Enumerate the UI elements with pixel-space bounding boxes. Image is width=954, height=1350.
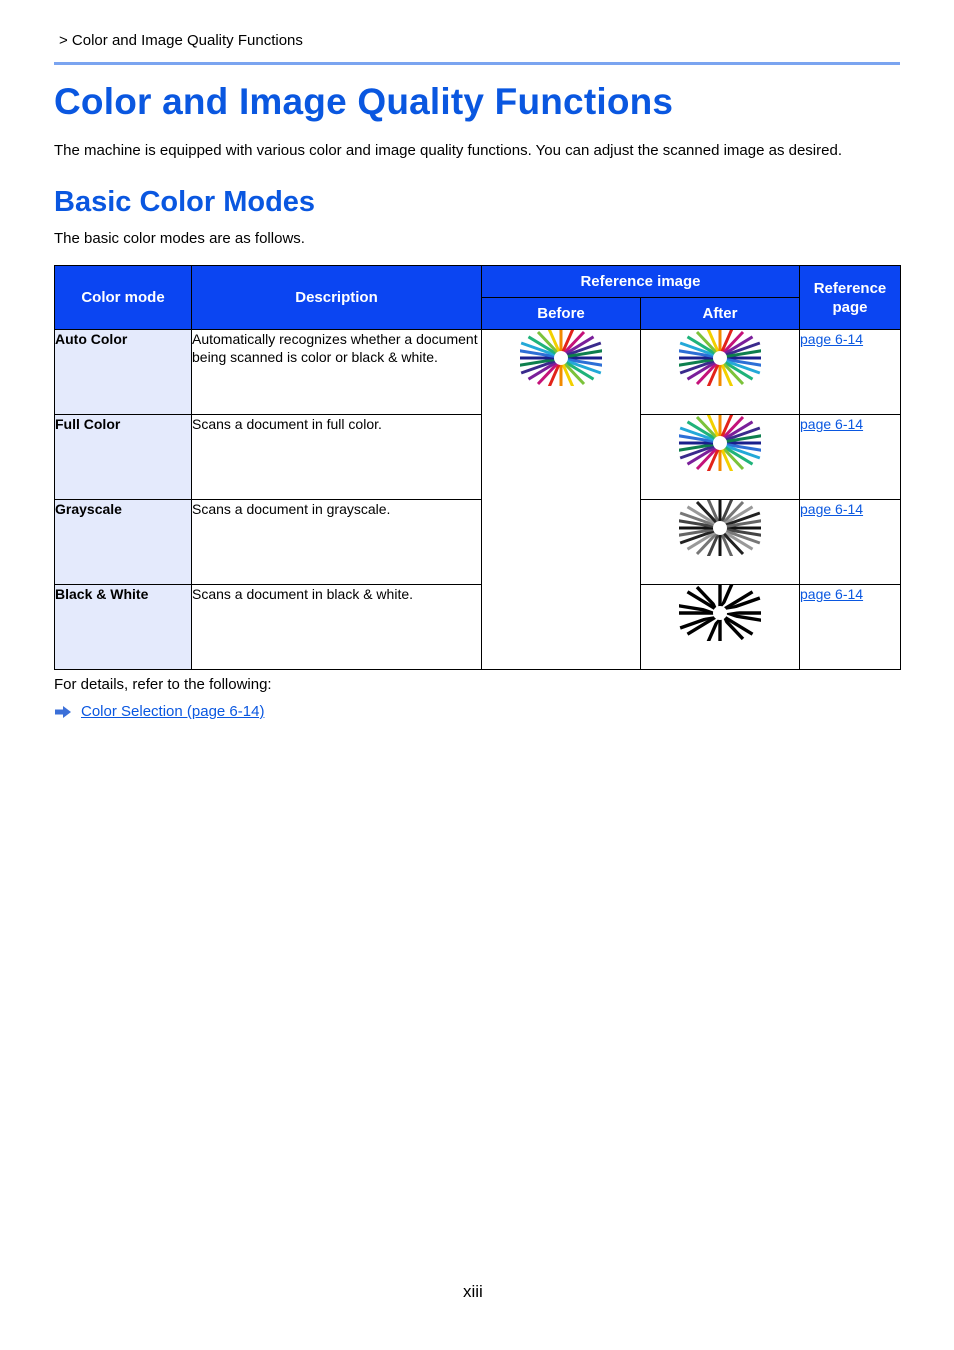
after-black-white-pencils-image: [679, 585, 761, 641]
pencil-center: [713, 521, 727, 535]
page-link-full-color[interactable]: page 6-14: [800, 416, 864, 432]
page-title: Color and Image Quality Functions: [54, 81, 674, 122]
header-after: After: [641, 298, 800, 330]
arrow-right-icon: [54, 705, 72, 719]
header-description: Description: [192, 266, 482, 330]
description-full-color: Scans a document in full color.: [192, 415, 482, 500]
before-image-cell: [482, 330, 641, 670]
reference-page-cell: [800, 415, 901, 500]
page-link-auto-color[interactable]: page 6-14: [800, 331, 864, 347]
description-grayscale: Scans a document in grayscale.: [192, 500, 482, 585]
reference-page-cell: [800, 585, 901, 670]
intro-paragraph: The machine is equipped with various color and image quality functions. You can adjust the scanned image as desired.: [54, 142, 842, 159]
reference-page-cell: [800, 330, 901, 415]
pencil-center: [713, 436, 727, 450]
mode-grayscale: Grayscale: [55, 500, 192, 585]
after-color-pencils-image: [679, 330, 761, 386]
details-text: For details, refer to the following:: [54, 676, 272, 693]
mode-black-white: Black & White: [55, 585, 192, 670]
pencil-center: [713, 351, 727, 365]
before-color-pencils-image: [520, 330, 602, 386]
pencil-center: [713, 606, 727, 620]
header-rule: [54, 62, 900, 65]
pencil-center: [554, 351, 568, 365]
table-row: [55, 415, 901, 500]
table-row: [55, 330, 901, 415]
color-modes-table: [54, 265, 901, 670]
after-image-cell: [641, 585, 800, 670]
section-intro: The basic color modes are as follows.: [54, 230, 305, 247]
mode-full-color: Full Color: [55, 415, 192, 500]
after-grayscale-pencils-image: [679, 500, 761, 556]
reference-page-cell: [800, 500, 901, 585]
page-link-grayscale[interactable]: page 6-14: [800, 501, 864, 517]
header-reference-image: Reference image: [482, 266, 800, 298]
see-also: [54, 702, 264, 722]
page-link-black-white[interactable]: page 6-14: [800, 586, 864, 602]
after-image-cell: [641, 415, 800, 500]
mode-auto-color: Auto Color: [55, 330, 192, 415]
breadcrumb: > Color and Image Quality Functions: [59, 32, 303, 49]
after-image-cell: [641, 330, 800, 415]
color-selection-link[interactable]: Color Selection (page 6-14): [81, 703, 265, 720]
after-color-pencils-image: [679, 415, 761, 471]
page-number: xiii: [463, 1282, 483, 1301]
table-row: [55, 585, 901, 670]
header-before: Before: [482, 298, 641, 330]
header-color-mode: Color mode: [55, 266, 192, 330]
after-image-cell: [641, 500, 800, 585]
description-black-white: Scans a document in black & white.: [192, 585, 482, 670]
table-row: [55, 500, 901, 585]
section-title: Basic Color Modes: [54, 186, 316, 218]
header-reference-page: Reference page: [800, 266, 901, 330]
description-auto-color: Automatically recognizes whether a document being scanned is color or black & white.: [192, 330, 482, 415]
